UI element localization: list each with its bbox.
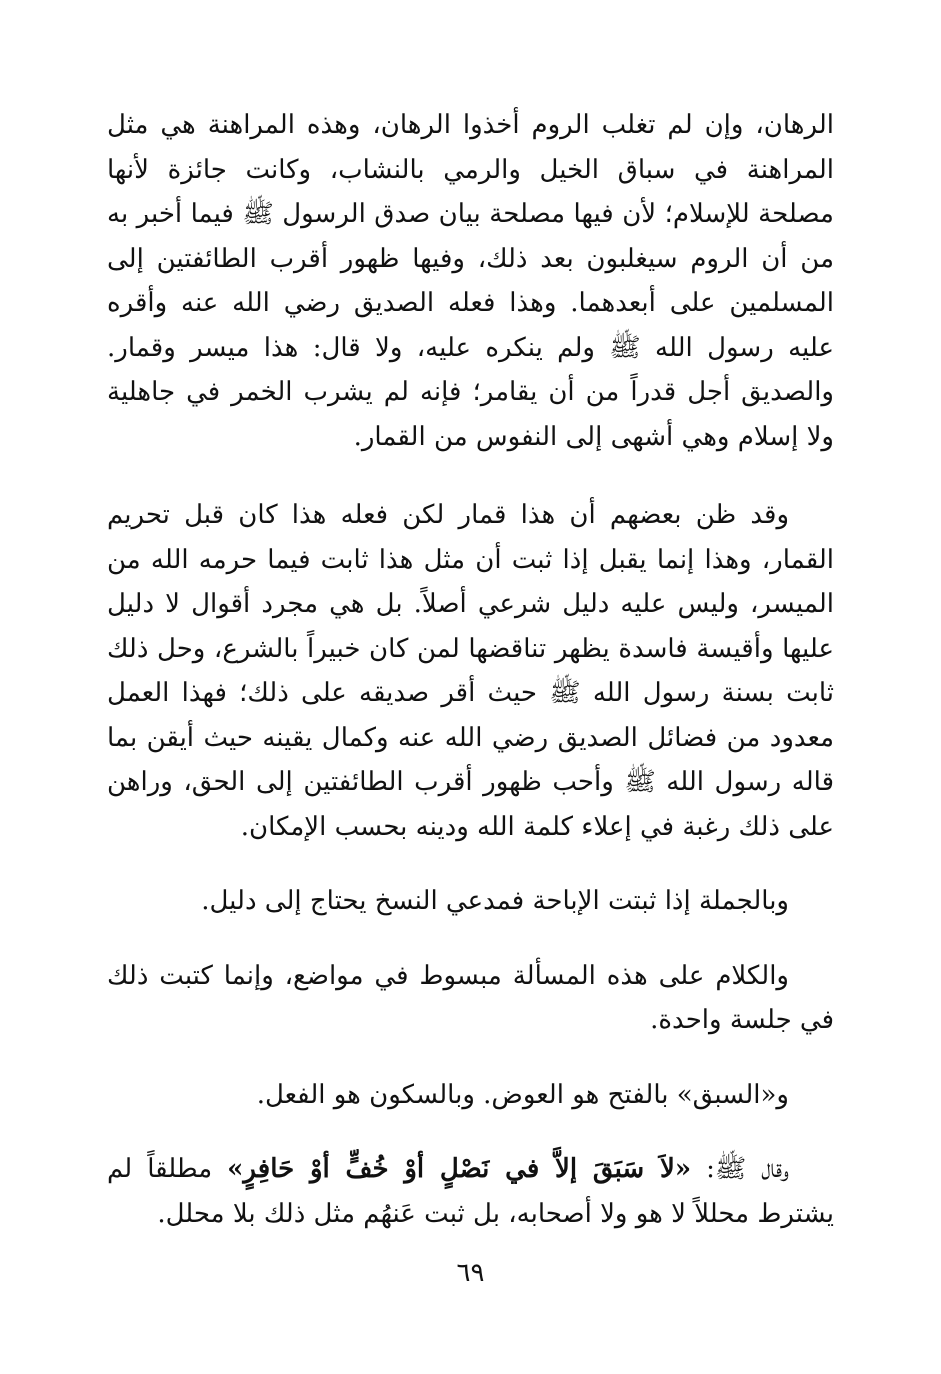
hadith-commentary: مطلقاً لم يشترط محللاً لا هو ولا أصحابه، بل ثبت عَنهُم مثل ذلك بلا محلل. xyxy=(107,1154,834,1229)
paragraph-kalam: والكلام على هذه المسألة مبسوط في مواضع، وإنما كتبت ذلك في جلسة واحدة. xyxy=(107,960,834,1035)
paragraph-sabq: و«السبق» بالفتح هو العوض. وبالسكون هو الفعل. xyxy=(256,1079,789,1110)
paragraph-hadith xyxy=(107,1147,834,1236)
paragraph-qimar: وقد ظن بعضهم أن هذا قمار لكن فعله هذا كان قبل تحريم القمار، وهذا إنما يقبل إذا ثبت أن مثل هذا ثابت فيما حرمه الله من الميسر، وليس عليه دليل شرعي أصلاً. بل هي مجرد أقوال لا دليل عليها وأقيسة فاسدة يظهر تناقضها لمن كان خبيراً بالشرع، وحل ذلك ثابت بسنة رسول الله ﷺ حيث أقر صديقه على ذلك؛ فهذا العمل معدود من فضائل الصديق رضي الله عنه وكمال يقينه حيث أيقن بما قاله رسول الله ﷺ وأحب ظهور أقرب الطائفتين إلى الحق، وراهن على ذلك رغبة في إعلاء كلمة الله ودينه بحسب الإمكان. xyxy=(107,500,834,842)
page-body xyxy=(107,103,834,1236)
page-number: ٦٩ xyxy=(456,1258,485,1288)
paragraph-continuation: الرهان، وإن لم تغلب الروم أخذوا الرهان، وهذه المراهنة هي مثل المراهنة في سباق الخيل والرمي بالنشاب، وكانت جائزة لأنها مصلحة للإسلام؛ لأن فيها مصلحة بيان صدق الرسول ﷺ فيما أخبر به من أن الروم سيغلبون بعد ذلك، وفيها ظهور أقرب الطائفتين إلى المسلمين على أبعدهما. وهذا فعله الصديق رضي الله عنه وأقره عليه رسول الله ﷺ ولم ينكره عليه، ولا قال: هذا ميسر وقمار. والصديق أجل قدراً من أن يقامر؛ فإنه لم يشرب الخمر في جاهلية ولا إسلام وهي أشهى إلى النفوس من القمار. xyxy=(107,110,834,452)
hadith-intro: وقال ﷺ: xyxy=(691,1154,790,1184)
hadith-quote: «لاَ سَبَقَ إلاَّ في نَصْلٍ أوْ خُفٍّ أوْ حَافِرٍ» xyxy=(227,1154,692,1184)
paragraph-ibaha: وبالجملة إذا ثبتت الإباحة فمدعي النسخ يحتاج إلى دليل. xyxy=(201,886,789,916)
